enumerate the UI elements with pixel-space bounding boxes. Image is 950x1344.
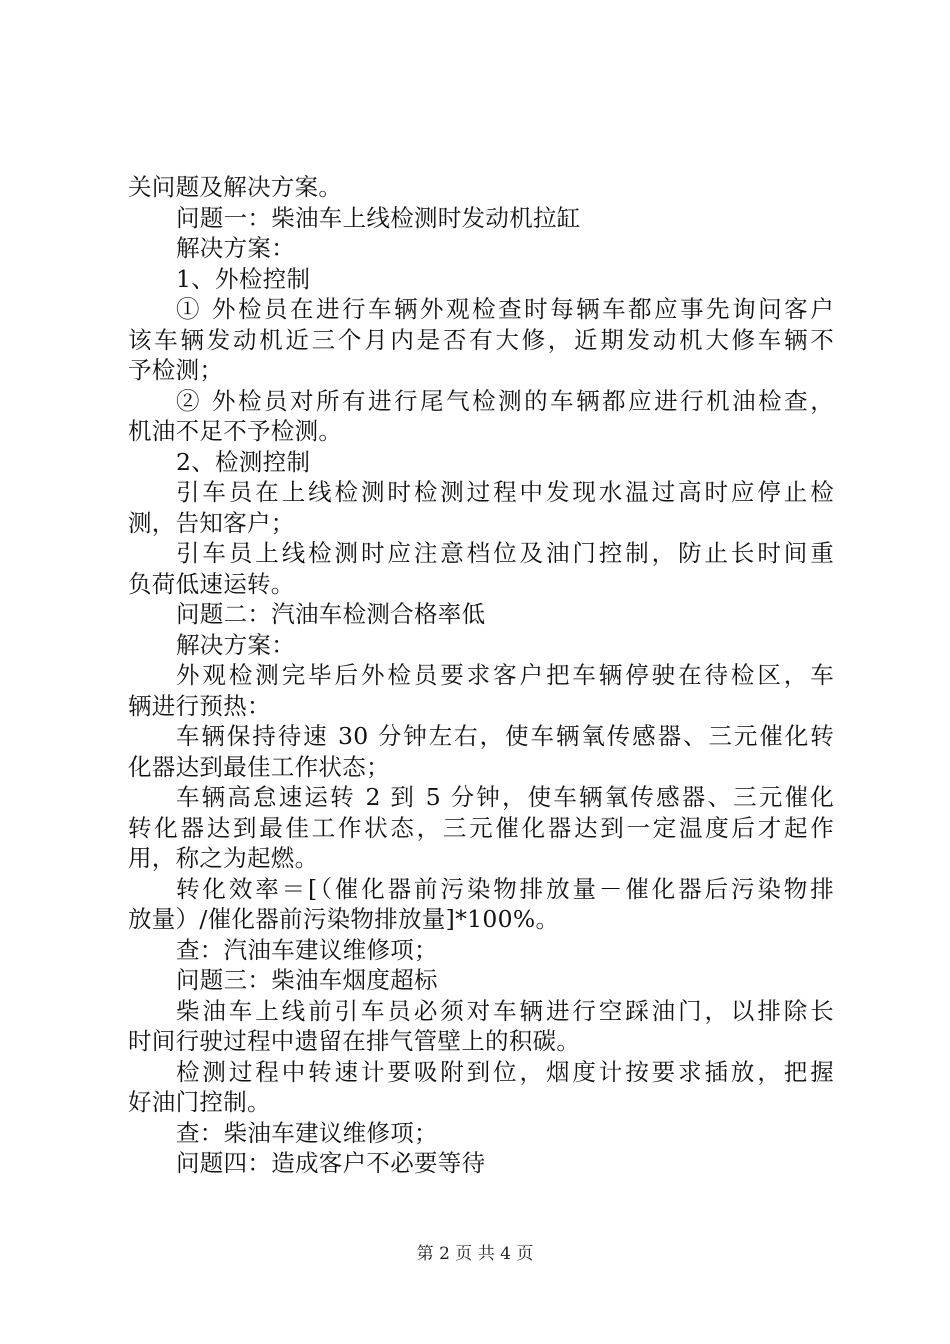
text-line: 转化效率＝[（催化器前污染物排放量－催化器后污染物排 bbox=[176, 874, 834, 903]
text-line: 引车员上线检测时应注意档位及油门控制，防止长时间重 bbox=[176, 539, 834, 567]
text-line: 问题四：造成客户不必要等待 bbox=[176, 1149, 486, 1177]
text-line: 车辆保持待速 30 分钟左右，使车辆氧传感器、三元催化转 bbox=[176, 722, 834, 750]
text-line: 1、外检控制 bbox=[176, 264, 311, 293]
text-line: 车辆高怠速运转 2 到 5 分钟，使车辆氧传感器、三元催化 bbox=[176, 783, 834, 811]
text-line: 好油门控制。 bbox=[128, 1088, 271, 1116]
text-line: 负荷低速运转。 bbox=[128, 569, 295, 598]
text-line: ① 外检员在进行车辆外观检查时每辆车都应事先询问客户 bbox=[176, 295, 834, 323]
text-line: 检测过程中转速计要吸附到位，烟度计按要求插放，把握 bbox=[176, 1057, 834, 1086]
page-footer: 第 2 页 共 4 页 bbox=[416, 1244, 534, 1264]
text-line: 问题三：柴油车烟度超标 bbox=[176, 966, 438, 994]
text-line: 放量）/催化器前污染物排放量]*100%。 bbox=[128, 905, 560, 933]
text-line: 辆进行预热： bbox=[128, 691, 271, 720]
text-line: 柴油车上线前引车员必须对车辆进行空踩油门，以排除长 bbox=[176, 996, 834, 1025]
text-line: 问题一：柴油车上线检测时发动机拉缸 bbox=[176, 203, 581, 232]
text-line: 用，称之为起燃。 bbox=[128, 844, 319, 872]
document-body bbox=[128, 172, 834, 1179]
text-line: 该车辆发动机近三个月内是否有大修，近期发动机大修车辆不 bbox=[128, 325, 834, 354]
text-line: 引车员在上线检测时检测过程中发现水温过高时应停止检 bbox=[176, 478, 834, 506]
text-line: 查：柴油车建议维修项； bbox=[176, 1118, 438, 1147]
text-line: 解决方案： bbox=[176, 630, 295, 659]
text-line: 转化器达到最佳工作状态，三元催化器达到一定温度后才起作 bbox=[128, 813, 834, 842]
text-line: 关问题及解决方案。 bbox=[128, 173, 343, 201]
text-line: 2、检测控制 bbox=[176, 447, 311, 476]
text-line: 机油不足不予检测。 bbox=[128, 417, 343, 445]
text-line: 问题二：汽油车检测合格率低 bbox=[176, 600, 486, 628]
text-line: 外观检测完毕后外检员要求客户把车辆停驶在待检区，车 bbox=[176, 661, 834, 689]
text-line: ② 外检员对所有进行尾气检测的车辆都应进行机油检查， bbox=[176, 386, 834, 415]
text-line: 测，告知客户； bbox=[128, 508, 295, 537]
text-line: 予检测； bbox=[128, 356, 224, 384]
text-line: 解决方案： bbox=[176, 234, 295, 262]
text-line: 查：汽油车建议维修项； bbox=[176, 935, 438, 964]
text-line: 化器达到最佳工作状态； bbox=[128, 752, 390, 781]
text-line: 时间行驶过程中遗留在排气管壁上的积碳。 bbox=[128, 1027, 581, 1055]
